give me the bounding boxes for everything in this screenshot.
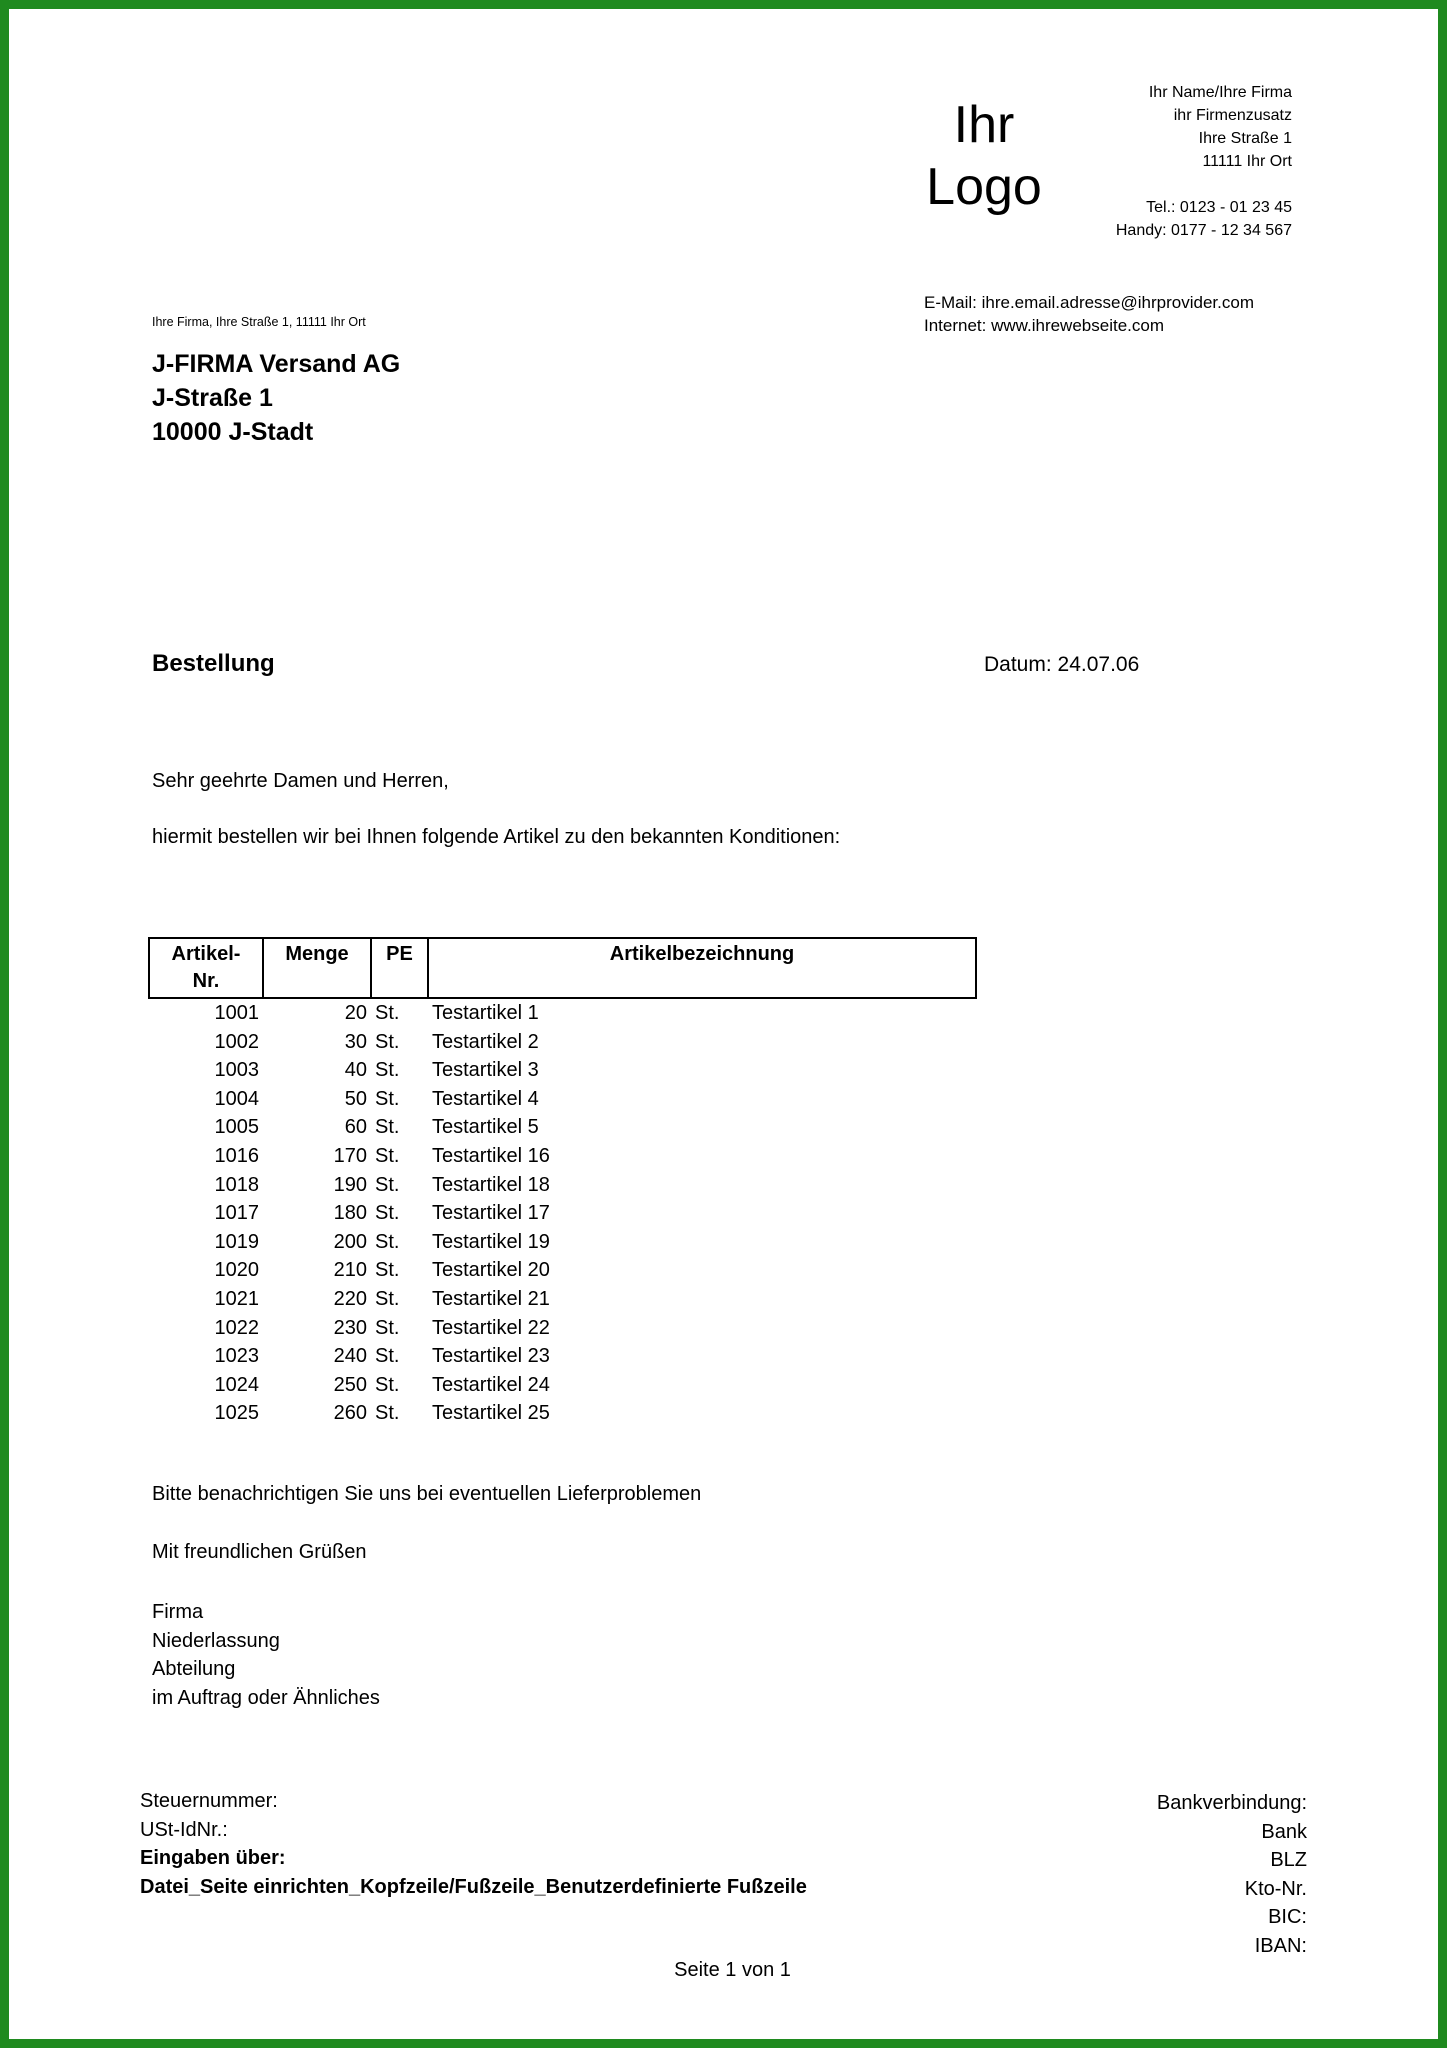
- sender-name: Ihr Name/Ihre Firma: [1148, 84, 1292, 101]
- footer-iban: IBAN:: [1254, 1934, 1307, 1957]
- cell-unit: St.: [375, 1402, 400, 1425]
- cell-description: Testartikel 24: [432, 1373, 550, 1396]
- table-row: [149, 1199, 976, 1228]
- footer-vat-id: USt-IdNr.:: [140, 1818, 228, 1841]
- footer-bank: Bank: [1261, 1820, 1307, 1843]
- cell-description: Testartikel 25: [432, 1402, 550, 1425]
- cell-unit: St.: [375, 1087, 400, 1110]
- cell-quantity: 250: [333, 1373, 367, 1396]
- cell-quantity: 20: [344, 1002, 367, 1024]
- recipient-name: J-FIRMA Versand AG: [152, 350, 401, 378]
- contact-email: E-Mail: ihre.email.adresse@ihrprovider.com: [924, 293, 1254, 312]
- article-table: [148, 937, 977, 1428]
- footer-bic: BIC:: [1268, 1906, 1307, 1929]
- table-row: [149, 1399, 976, 1428]
- footer-blz: BLZ: [1270, 1849, 1307, 1872]
- cell-quantity: 50: [344, 1087, 367, 1110]
- sender-block: [1116, 81, 1292, 242]
- intro-text: hiermit bestellen wir bei Ihnen folgende Artikel zu den bekannten Konditionen:: [152, 826, 841, 848]
- cell-unit: St.: [375, 1373, 400, 1396]
- cell-quantity: 40: [344, 1059, 367, 1082]
- cell-description: Testartikel 19: [432, 1230, 550, 1253]
- cell-description: Testartikel 23: [432, 1345, 550, 1368]
- table-row: [149, 1256, 976, 1285]
- cell-article-no: 1025: [214, 1402, 259, 1425]
- return-address-line: Ihre Firma, Ihre Straße 1, 11111 Ihr Ort: [152, 315, 366, 329]
- header-quantity: Menge: [263, 938, 371, 998]
- regards: Mit freundlichen Grüßen: [152, 1541, 367, 1563]
- sender-street: Ihre Straße 1: [1198, 130, 1292, 147]
- table-row: [149, 1371, 976, 1400]
- closing-text: Bitte benachrichtigen Sie uns bei eventuellen Lieferproblemen: [152, 1483, 702, 1505]
- table-header-row: [149, 938, 976, 998]
- cell-description: Testartikel 2: [432, 1030, 539, 1053]
- cell-quantity: 260: [333, 1402, 367, 1425]
- cell-description: Testartikel 22: [432, 1316, 550, 1339]
- signature-line-1: Firma: [152, 1601, 204, 1623]
- footer-input-hint: Eingaben über:: [140, 1847, 286, 1870]
- cell-quantity: 240: [333, 1345, 367, 1368]
- table-row: [149, 1171, 976, 1200]
- header-description: Artikelbezeichnung: [428, 938, 976, 998]
- cell-quantity: 230: [333, 1316, 367, 1339]
- cell-description: Testartikel 5: [432, 1116, 539, 1139]
- table-row: [149, 1285, 976, 1314]
- header-unit: PE: [371, 938, 428, 998]
- logo-line-2: Logo: [926, 158, 1042, 216]
- table-row: [149, 1142, 976, 1171]
- sender-addition: ihr Firmenzusatz: [1173, 107, 1292, 124]
- signature-line-4: im Auftrag oder Ähnliches: [152, 1686, 380, 1709]
- cell-unit: St.: [375, 1116, 400, 1139]
- cell-quantity: 60: [344, 1116, 367, 1139]
- cell-unit: St.: [375, 1259, 400, 1282]
- cell-quantity: 180: [333, 1202, 367, 1225]
- cell-article-no: 1019: [214, 1230, 259, 1253]
- table-body: [149, 998, 976, 1428]
- cell-unit: St.: [375, 1002, 400, 1024]
- page-number: Seite 1 von 1: [674, 1959, 791, 1981]
- cell-quantity: 170: [333, 1144, 367, 1167]
- header-article-no-line-1: Artikel-: [171, 943, 241, 965]
- cell-article-no: 1002: [214, 1030, 259, 1053]
- signature-block: [152, 1598, 380, 1712]
- cell-unit: St.: [375, 1030, 400, 1053]
- cell-article-no: 1001: [214, 1002, 259, 1024]
- recipient-address: [152, 347, 400, 449]
- salutation: Sehr geehrte Damen und Herren,: [152, 770, 449, 792]
- signature-line-3: Abteilung: [152, 1658, 236, 1681]
- cell-description: Testartikel 4: [432, 1087, 539, 1110]
- sender-phone: Tel.: 0123 - 01 23 45: [1146, 199, 1292, 216]
- cell-article-no: 1021: [214, 1287, 259, 1310]
- cell-unit: St.: [375, 1287, 400, 1310]
- cell-unit: St.: [375, 1144, 400, 1167]
- cell-unit: St.: [375, 1059, 400, 1082]
- cell-article-no: 1018: [214, 1173, 259, 1196]
- cell-article-no: 1020: [214, 1259, 259, 1282]
- cell-unit: St.: [375, 1230, 400, 1253]
- cell-quantity: 200: [333, 1230, 367, 1253]
- table-row: [149, 1113, 976, 1142]
- cell-article-no: 1017: [214, 1202, 259, 1225]
- table-row: [149, 998, 976, 1028]
- cell-article-no: 1004: [214, 1087, 259, 1110]
- sender-city: 11111 Ihr Ort: [1202, 153, 1292, 170]
- cell-unit: St.: [375, 1316, 400, 1339]
- logo-placeholder: [914, 94, 1054, 218]
- footer-bank-details: [1157, 1789, 1307, 1961]
- footer-bank-heading: Bankverbindung:: [1156, 1792, 1307, 1814]
- recipient-street: J-Straße 1: [152, 384, 273, 412]
- header-article-no-line-2: Nr.: [192, 970, 220, 992]
- contact-internet: Internet: www.ihrewebseite.com: [924, 316, 1164, 335]
- cell-description: Testartikel 18: [432, 1173, 550, 1196]
- cell-quantity: 30: [344, 1030, 367, 1053]
- cell-description: Testartikel 16: [432, 1144, 550, 1167]
- cell-description: Testartikel 20: [432, 1259, 550, 1282]
- logo-line-1: Ihr: [953, 96, 1015, 154]
- cell-quantity: 220: [333, 1287, 367, 1310]
- cell-article-no: 1003: [214, 1059, 259, 1082]
- letter-date: Datum: 24.07.06: [984, 653, 1140, 676]
- cell-unit: St.: [375, 1202, 400, 1225]
- footer-left: [140, 1787, 807, 1901]
- contact-block: [924, 291, 1254, 337]
- table-row: [149, 1342, 976, 1371]
- table-row: [149, 1314, 976, 1343]
- cell-quantity: 210: [333, 1259, 367, 1282]
- cell-article-no: 1022: [214, 1316, 259, 1339]
- cell-unit: St.: [375, 1173, 400, 1196]
- footer-input-path: Datei_Seite einrichten_Kopfzeile/Fußzeile_Benutzerdefinierte Fußzeile: [140, 1875, 807, 1898]
- sender-mobile: Handy: 0177 - 12 34 567: [1115, 222, 1292, 239]
- cell-article-no: 1023: [214, 1345, 259, 1368]
- table-row: [149, 1056, 976, 1085]
- table-row: [149, 1028, 976, 1057]
- cell-description: Testartikel 21: [432, 1287, 550, 1310]
- cell-quantity: 190: [333, 1173, 367, 1196]
- recipient-city: 10000 J-Stadt: [152, 418, 314, 446]
- table-row: [149, 1228, 976, 1257]
- cell-description: Testartikel 1: [432, 1002, 539, 1024]
- cell-article-no: 1024: [214, 1373, 259, 1396]
- letter-subject: Bestellung: [152, 650, 275, 677]
- signature-line-2: Niederlassung: [152, 1629, 280, 1652]
- cell-description: Testartikel 3: [432, 1059, 539, 1082]
- cell-article-no: 1016: [214, 1144, 259, 1167]
- table-row: [149, 1085, 976, 1114]
- cell-unit: St.: [375, 1345, 400, 1368]
- footer-tax-number: Steuernummer:: [140, 1790, 278, 1812]
- cell-description: Testartikel 17: [432, 1202, 550, 1225]
- footer-account: Kto-Nr.: [1244, 1877, 1307, 1900]
- cell-article-no: 1005: [214, 1116, 259, 1139]
- header-article-no: [149, 938, 263, 998]
